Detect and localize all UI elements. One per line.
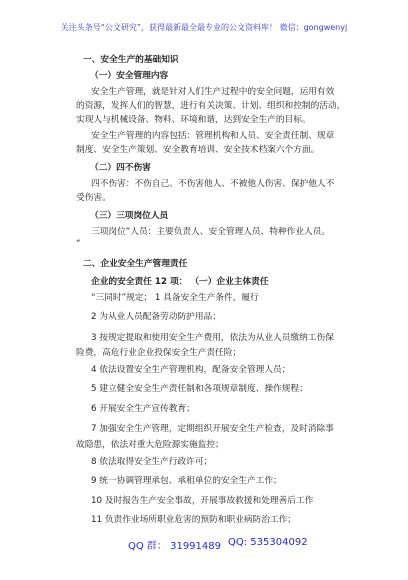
list-item: 4 依法设置安全生产管理机构，配备安全管理人员； xyxy=(91,365,291,375)
list-item: 7 加强安全生产管理，定期组织开展安全生产检查，及时消除事 xyxy=(91,424,334,434)
footer-qq-number: QQ: 535304092 xyxy=(228,537,308,548)
paragraph-line: 安全生产管理的内容包括：管理机构和人员、安全责任制、规章 xyxy=(91,131,335,141)
section-2-subheading: 企业的安全责任 12 项： （一）企业主体责任 xyxy=(91,277,269,287)
paragraph-line: 制度、安全生产策划、安全教育培训、安全技术档案六个方面。 xyxy=(76,145,320,155)
paragraph-line: 安全生产管理，就是针对人们生产过程中的安全问题，运用有效 xyxy=(91,87,335,97)
list-item: 险费，高危行业企业投保安全生产责任险； xyxy=(76,348,242,358)
section-1-3-heading: （三）三项岗位人员 xyxy=(90,211,169,221)
list-item: 5 建立健全安全生产责任制和各项规章制度、操作规程； xyxy=(91,384,308,394)
paragraph-line: 实现人与机械设备、物料、环境和谐，达到安全生产的目标。 xyxy=(76,115,311,125)
paragraph-line: “ xyxy=(76,239,81,249)
list-item: “三同时”规定； 1 具备安全生产条件，履行 xyxy=(91,293,259,303)
list-item: 故隐患，依法对重大危险源实施监控； xyxy=(76,440,224,450)
section-1-1-heading: （一）安全管理内容 xyxy=(90,71,169,81)
paragraph-line: 四不伤害：不伤自己、不伤害他人、不被他人伤害、保护他人不 xyxy=(91,179,335,189)
list-item: 11 负责作业场所职业危害的预防和职业病防治工作； xyxy=(91,515,296,525)
list-item: 3 按规定提取和使用安全生产费用，依法为从业人员缴纳工伤保 xyxy=(91,333,334,343)
paragraph-line: 三项岗位”人员：主要负责人、安全管理人员、特种作业人员。 xyxy=(91,227,331,237)
list-item: 6 开展安全生产宣传教育； xyxy=(91,404,195,414)
list-item: 9 统一协调管理承包、承租单位的安全生产工作； xyxy=(91,476,282,486)
footer-qq-group: QQ 群： 31991489 xyxy=(128,541,221,552)
list-item: 8 依法取得安全生产行政许可； xyxy=(91,457,213,467)
list-item: 10 及时报告生产安全事故，开展事故救援和处理善后工作 xyxy=(91,496,314,506)
paragraph-line: 的资源，发挥人们的智慧，进行有关决策、计划、组织和控制的活动， xyxy=(76,101,346,111)
section-2-heading: 二、企业安全生产管理责任 xyxy=(83,259,188,269)
header-promo-note: 关注头条号“公文研究”，获得最新最全最专业的公文资料库！ 微信：gongwenyj xyxy=(60,23,348,32)
section-1-2-heading: （二）四不伤害 xyxy=(90,163,151,173)
list-item: 2 为从业人员配备劳动防护用品； xyxy=(91,312,221,322)
paragraph-line: 受伤害。 xyxy=(76,193,111,203)
section-1-heading: 一、安全生产的基础知识 xyxy=(83,55,179,65)
